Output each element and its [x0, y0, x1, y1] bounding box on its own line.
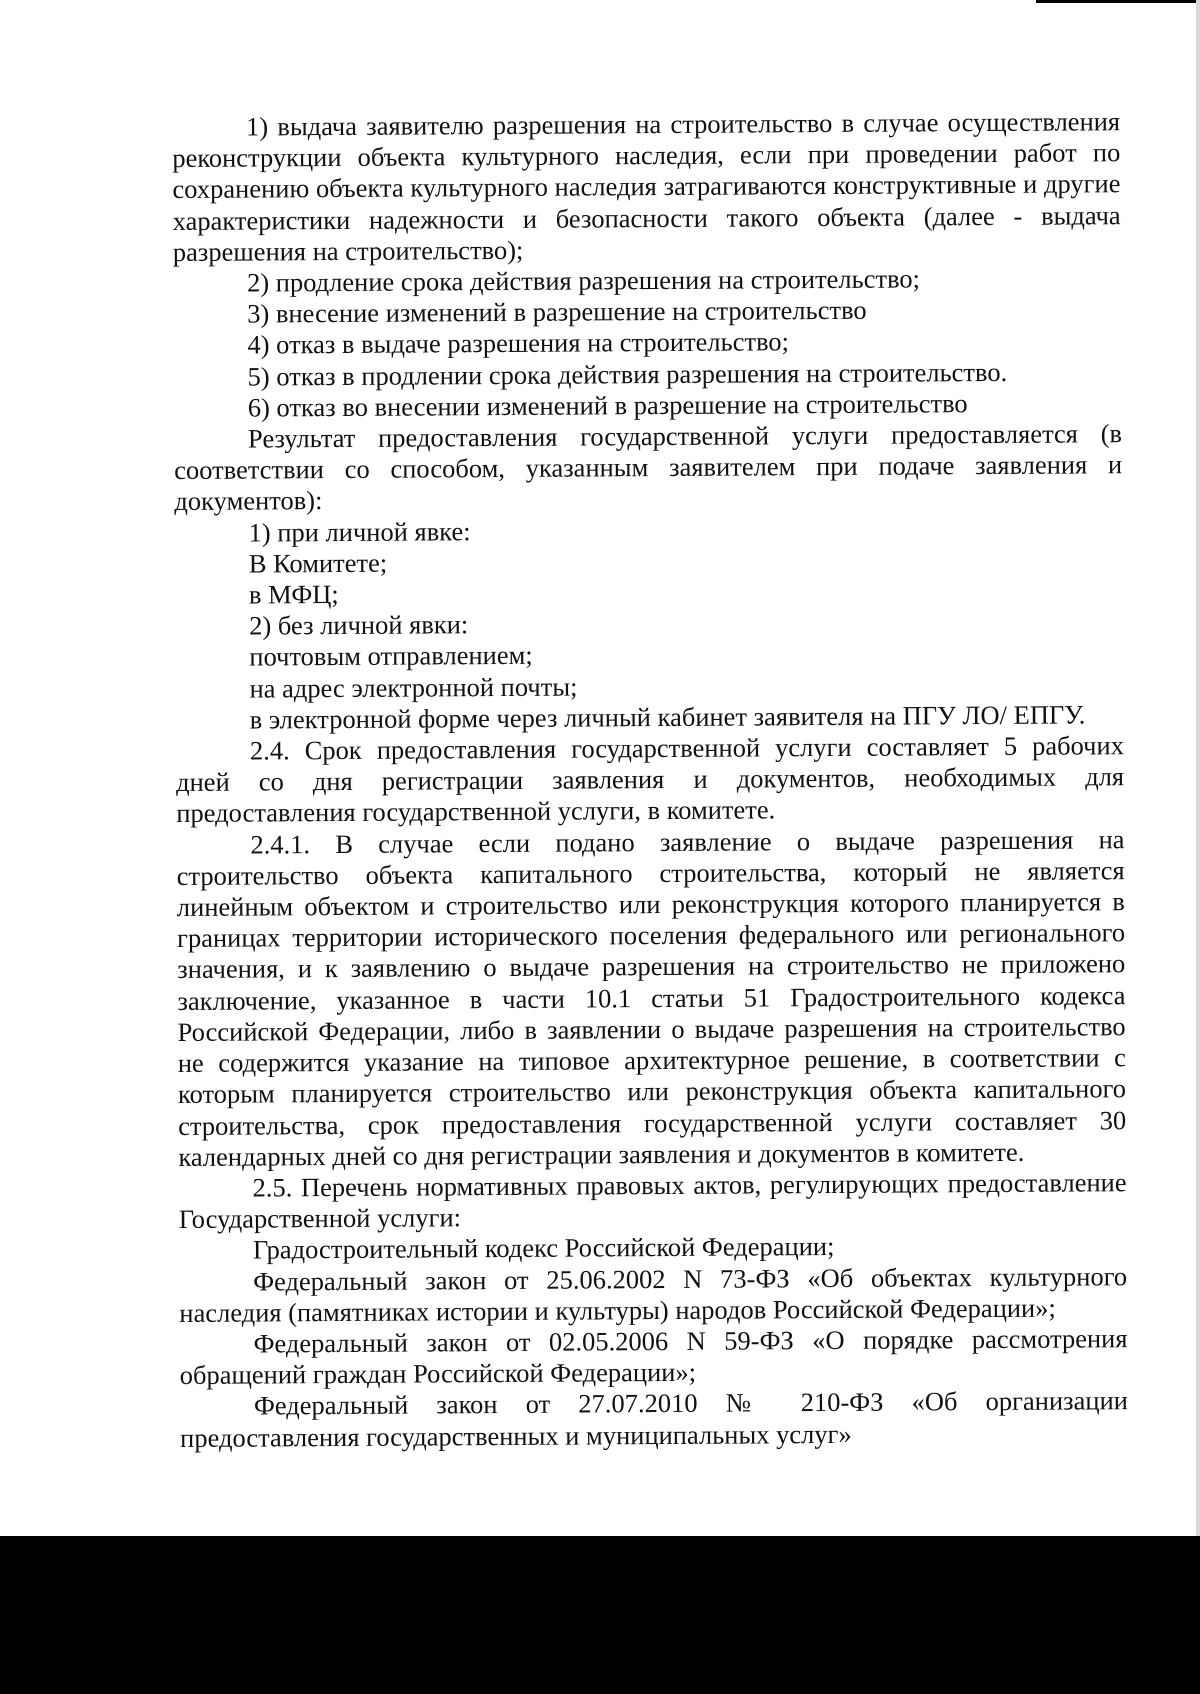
- delivery-remote: 2) без личной явки:: [249, 609, 469, 641]
- delivery-mfc: в МФЦ;: [248, 579, 339, 610]
- section-2-5: 2.5. Перечень нормативных правовых актов, регулирующих предоставление Государственной услуги:: [178, 1167, 1127, 1235]
- item-issue-permit: 1) выдача заявителю разрешения на строительство в случае осуществления реконструкции объекта культурного наследия, если при проведении работ по сохранению объекта культурного наследия затрагиваются конструктивные и другие характеристики надежности и безопасности такого объекта (далее - выдача разрешения на строительство);: [172, 106, 1121, 267]
- law-210-fz: Федеральный закон от 27.07.2010 № 210-ФЗ «Об организации предоставления государственных и муниципальных услуг»: [180, 1385, 1128, 1453]
- law-73-fz: Федеральный закон от 25.06.2002 N 73-ФЗ «Об объектах культурного наследия (памятниках истории и культуры) народов Российской Федерации»;: [179, 1260, 1128, 1328]
- item-refuse-extend: 5) отказ в продлении срока действия разрешения на строительство.: [247, 356, 1008, 392]
- delivery-committee: В Комитете;: [248, 547, 388, 579]
- scan-edge: [1036, 0, 1196, 3]
- law-59-fz: Федеральный закон от 02.05.2006 N 59-ФЗ «О порядке рассмотрения обращений граждан Российской Федерации»;: [179, 1323, 1128, 1391]
- item-refuse-amend: 6) отказ во внесении изменений в разрешение на строительство: [247, 387, 968, 423]
- result-delivery-paragraph: Результат предоставления государственной услуги предоставляется (в соответствии со способом, указанным заявителем при подаче заявления и документов):: [174, 418, 1123, 517]
- item-amend-permit: 3) внесение изменений в разрешение на строительство: [247, 294, 867, 329]
- scan-bottom-border: [0, 1536, 1200, 1694]
- section-2-4: 2.4. Срок предоставления государственной услуги составляет 5 рабочих дней со дня регистрации заявления и документов, необходимых для предоставления государственной услуги, в комитете.: [176, 730, 1125, 829]
- delivery-post: почтовым отправлением;: [249, 640, 533, 672]
- item-refuse-issue: 4) отказ в выдаче разрешения на строительство;: [247, 326, 790, 360]
- delivery-online: в электронной форме через личный кабинет заявителя на ПГУ ЛО/ ЕПГУ.: [249, 699, 1086, 735]
- delivery-in-person: 1) при личной явке:: [248, 515, 471, 548]
- law-urban-code: Градостроительный кодекс Российской Федерации;: [252, 1231, 835, 1265]
- delivery-email: на адрес электронной почты;: [249, 671, 578, 704]
- item-extend-permit: 2) продление срока действия разрешения на строительство;: [246, 263, 921, 298]
- document-body: [172, 106, 1128, 1454]
- section-2-4-1: 2.4.1. В случае если подано заявление о выдаче разрешения на строительство объекта капитального строительства, который не является линейным объектом и строительство или реконструкция которого планируется в границах территории исторического поселения федерального или регионального значения, и к заявлению о выдаче разрешения на строительство не приложено заключение, указанное в части 10.1 статьи 51 Градостроительного кодекса Российской Федерации, либо в заявлении о выдаче разрешения на строительство не содержится указание на типовое архитектурное решение, в соответствии с которым планируется строительство или реконструкция объекта капитального строительства, срок предоставления государственной услуги составляет 30 календарных дней со дня регистрации заявления и документов в комитете.: [176, 823, 1127, 1172]
